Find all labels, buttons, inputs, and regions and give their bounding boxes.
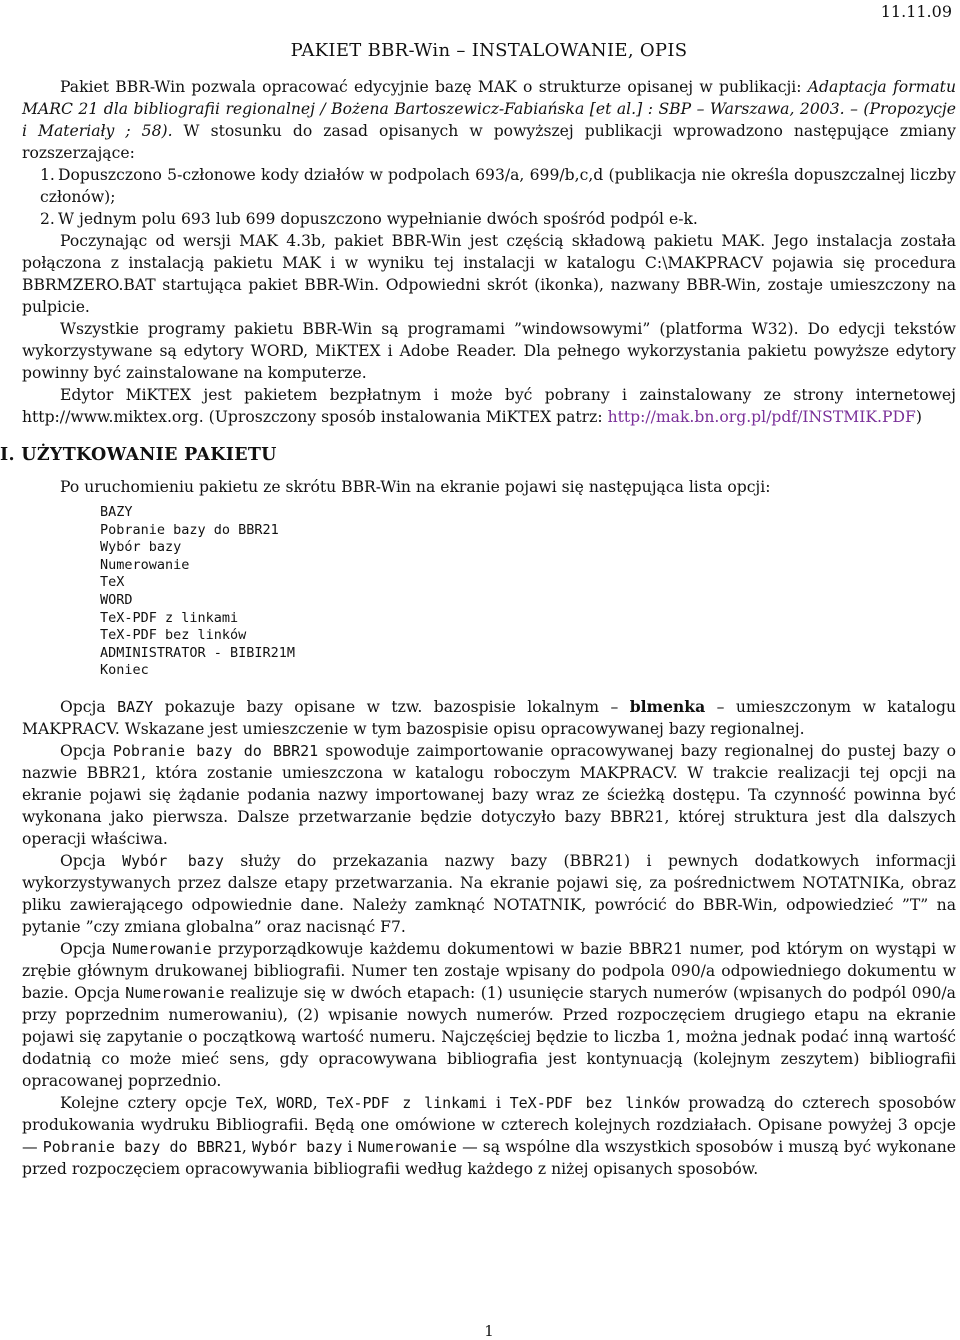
option-bazy-paragraph [22,696,956,740]
intro-text-cont: W stosunku do zasad opisanych w powyższej publikacji wprowadzono następujące zmiany rozszerzające: [22,122,956,162]
option-name: BAZY [117,697,154,716]
text: prowadzą do czterech sposobów produkowania wydruku Bibliografii. Będą one omówione w czterech kolejnych rozdziałach. Opisane powyżej 3 opcje — [22,1093,956,1156]
option-name: Pobranie bazy do BBR21 [112,741,319,760]
document-body [0,76,957,1180]
menu-option: Pobranie bazy do BBR21 [100,521,279,538]
text: spowoduje zaimportowanie opracowywanej bazy regionalnej do pustej bazy o nazwie BBR21, która zostanie umieszczona w katalogu roboczym MAKPRACV. W trakcie realizacji tej opcji na ekranie pojawi się żądanie podania nazwy importowanej bazy wraz ze ścieżką dostępu. Ta czynność powinna być wykonana jako pierwsza. Dalsze przetwarzanie będzie dotyczyło bazy BBR21, której struktura jest dla dalszych operacji właściwa. [22,741,956,848]
list-item-number: 2. [40,210,55,228]
text: służy do przekazania nazwy bazy (BBR21) i pewnych dodatkowych informacji wykorzystywanych przez dalsze etapy przetwarzania. Na ekranie pojawi się, za pośrednictwem NOTATNIKa, obraz pliku zawierającego odpowiednie dane. Należy zamknąć NOTATNIK, powrócić do BBR-Win, odpowiedzieć ”T” na pytanie ”czy zmiana globalna” oraz nacisnąć F7. [22,851,957,936]
page-number: 1 [484,1322,494,1340]
paragraph [22,384,956,428]
text: i [342,1137,358,1156]
text: Kolejne cztery opcje [60,1093,236,1112]
paragraph: Poczynając od wersji MAK 4.3b, pakiet BBR-Win jest częścią składową pakietu MAK. Jego instalacja została połączona z instalacją pakietu MAK i w wyniku tej instalacji w katalogu C:\MAKPRACV pojawia się procedura BBRMZERO.BAT startująca pakiet BBR-Win. Odpowiedni skrót (ikonka), nazwany BBR-Win, zostaje umieszczony na pulpicie. [22,232,956,316]
text: Opcja [60,697,118,716]
text: i [487,1093,510,1112]
option-output-paragraph [22,1092,956,1180]
text: – umieszczonym w katalogu MAKPRACV. Wskazane jest umieszczenie w tym bazospisie opisu opracowywanej bazy regionalnej. [22,697,957,738]
option-numerowanie-paragraph [22,938,956,1092]
instmik-link[interactable]: http://mak.bn.org.pl/pdf/INSTMIK.PDF [607,408,916,426]
list-item-text: Dopuszczono 5-członowe kody działów w podpolach 693/a, 699/b,c,d (publikacja nie określa dopuszczalnej liczby członów); [40,166,956,206]
intro-paragraph [22,76,956,164]
publication-citation: Adaptacja formatu MARC 21 dla bibliografii regionalnej / Bożena Bartoszewicz-Fabiańska [et al.] : SBP – Warszawa, 2003. – (Propozycje i Materiały ; 58). [22,78,956,140]
menu-option: Wybór bazy [100,539,182,556]
option-name: Numerowanie [125,983,225,1002]
text: Opcja [60,851,123,870]
option-name: Wybór bazy [251,1137,343,1156]
document-title: PAKIET BBR-Win – INSTALOWANIE, OPIS [290,40,688,61]
text: , [241,1137,252,1156]
menu-option: TeX-PDF z linkami [100,609,239,626]
option-name: Numerowanie [357,1137,457,1156]
document-date: 11.11.09 [880,2,952,21]
text: — są wspólne dla wszystkich sposobów i muszą być wykonane przed rozpoczęciem opracowywania bibliografii według każdego z niżej opisanych sposobów. [22,1137,957,1178]
menu-option: TeX-PDF bez linków [100,627,247,644]
option-wybor-paragraph [22,850,956,938]
list-item-number: 1. [40,166,55,184]
list-item [22,164,956,208]
menu-option: WORD [100,591,133,608]
option-name: Numerowanie [112,939,212,958]
bazospis-name: blmenka [629,696,706,716]
text: przyporządkowuje każdemu dokumentowi w bazie BBR21 numer, pod którym on wystąpi w zrębie głównym drukowanej bibliografii. Numer ten zostaje wpisany do podpola 090/a odpowiedniego dokumentu w bazie. Opcja [22,939,956,1002]
text: , [262,1093,277,1112]
options-menu-list [100,504,956,680]
text: , [312,1093,327,1112]
paragraph: Wszystkie programy pakietu BBR-Win są programami ”windowsowymi” (platforma W32). Do edycji tekstów wykorzystywane są edytory WORD, MiKTEX i Adobe Reader. Dla pełnego wykorzystania pakietu powyższe edytory powinny być zainstalowane na komputerze. [22,320,956,382]
paragraph-text: Edytor MiKTEX jest pakietem bezpłatnym i może być pobrany i zainstalowany ze strony internetowej http://www.miktex.org. (Uproszczony sposób instalowania MiKTEX patrz: [22,386,956,426]
option-name: TeX-PDF bez linków [509,1093,680,1112]
option-name: Wybór bazy [122,851,224,870]
option-name: TeX [235,1093,263,1112]
menu-option: BAZY [100,504,133,520]
intro-text: Pakiet BBR-Win pozwala opracować edycyjnie bazę MAK o strukturze opisanej w publikacji: [60,78,808,96]
text: pokazuje bazy opisane w tzw. bazospisie lokalnym – [153,697,630,716]
paragraph-text: ) [915,408,922,426]
option-name: WORD [276,1093,313,1112]
text: Opcja [60,741,113,760]
menu-option: ADMINISTRATOR - BIBIR21M [100,644,296,661]
menu-option: Numerowanie [100,556,190,573]
menu-option: Koniec [100,662,149,679]
list-item [22,208,956,230]
text: realizuje się w dwóch etapach: (1) usunięcie starych numerów (wpisanych do podpól 090/a przy poprzednim numerowaniu), (2) wpisanie nowych numerów. Przed rozpoczęciem drugiego etapu na ekranie pojawi się zapytanie o początkową wartość numeru. Najczęściej będzie to liczba 1, można jednak podać inną wartość dodatnią co może mieć sens, gdy opracowywana bibliografia jest kontynuacją (kolejnym zeszytem) bibliografii opracowanej poprzednio. [22,983,956,1090]
option-pobranie-paragraph [22,740,956,850]
option-name: Pobranie bazy do BBR21 [42,1137,242,1156]
text: Opcja [60,939,113,958]
list-item-text: W jednym polu 693 lub 699 dopuszczono wypełnianie dwóch spośród podpól e-k. [58,210,698,228]
menu-option: TeX [100,574,125,591]
option-name: TeX-PDF z linkami [326,1093,488,1112]
section-lead: Po uruchomieniu pakietu ze skrótu BBR-Win na ekranie pojawi się następująca lista opcji: [60,478,771,496]
section-heading: I. UŻYTKOWANIE PAKIETU [0,445,277,465]
